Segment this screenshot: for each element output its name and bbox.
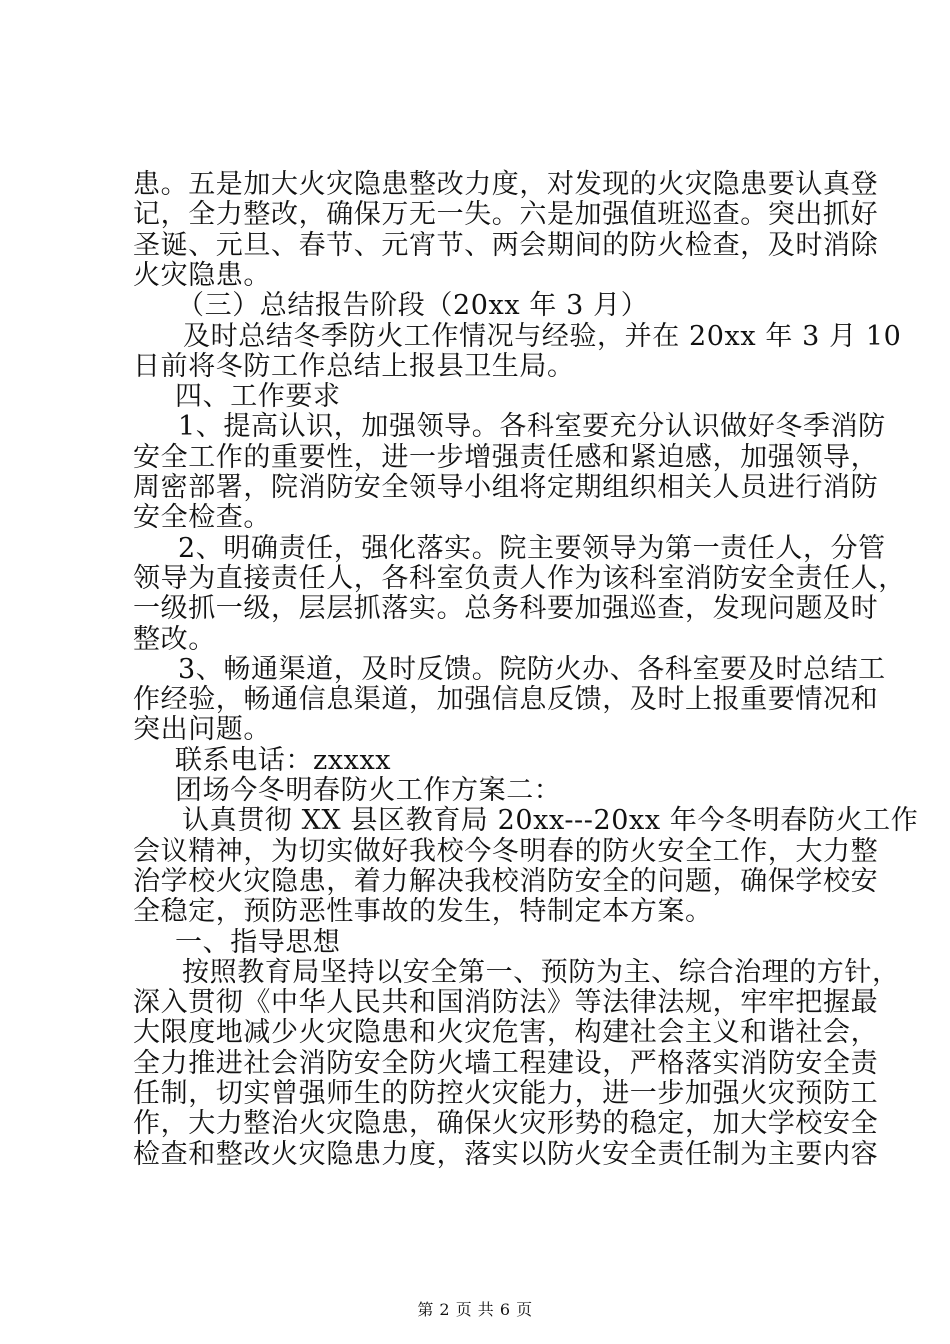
text-line: 全稳定，预防恶性事故的发生，特制定本方案。 [133,896,713,928]
text-line: 全力推进社会消防安全防火墙工程建设，严格落实消防安全责 [133,1047,879,1079]
text-line: 任制，切实曾强师生的防控火灾能力，进一步加强火灾预防工 [133,1078,879,1109]
text-line: 深入贯彻《中华人民共和国消防法》等法律法规，牢牢把握最 [133,987,879,1019]
text-line: 突出问题。 [133,714,271,746]
text-line: 团场今冬明春防火工作方案二： [175,775,562,806]
text-line: 日前将冬防工作总结上报县卫生局。 [133,350,575,382]
text-line: 患。五是加大火灾隐患整改力度，对发现的火灾隐患要认真登 [133,169,879,200]
text-line: 检查和整改火灾隐患力度，落实以防火安全责任制为主要内容 [133,1138,879,1170]
text-line: 3、畅通渠道，及时反馈。院防火办、各科室要及时总结工 [178,653,886,685]
text-line: 安全检查。 [133,502,271,534]
text-line: 圣诞、元旦、春节、元宵节、两会期间的防火检查，及时消除 [133,229,879,261]
text-line: 1、提高认识，加强领导。各科室要充分认识做好冬季消防 [178,411,886,443]
page-footer: 第 2 页 共 6 页 [417,1300,533,1319]
text-line: 安全工作的重要性，进一步增强责任感和紧迫感，加强领导， [133,441,879,473]
text-line: 2、明确责任，强化落实。院主要领导为第一责任人，分管 [178,532,886,564]
text-line: 按照教育局坚持以安全第一、预防为主、综合治理的方针， [182,956,900,988]
text-line: 四、工作要求 [175,381,341,413]
text-line: 大限度地减少火灾隐患和火灾危害，构建社会主义和谐社会， [133,1017,879,1049]
text-line: 领导为直接责任人，各科室负责人作为该科室消防安全责任人， [133,562,906,594]
text-line: 联系电话：zxxxx [175,744,392,776]
text-line: 认真贯彻 XX 县区教育局 20xx---20xx 年今冬明春防火工作 [182,805,919,837]
text-line: 作经验，畅通信息渠道，加强信息反馈，及时上报重要情况和 [133,684,879,716]
text-line: 作，大力整治火灾隐患，确保火灾形势的稳定，加大学校安全 [133,1108,879,1140]
text-line: 整改。 [133,623,216,655]
text-line: 及时总结冬季防火工作情况与经验，并在 20xx 年 3 月 10 [183,320,902,352]
text-line: 火灾隐患。 [133,259,271,291]
text-line: 周密部署，院消防安全领导小组将定期组织相关人员进行消防 [133,472,879,503]
text-line: 一、指导思想 [175,926,341,958]
text-line: 一级抓一级，层层抓落实。总务科要加强巡查，发现问题及时 [133,593,879,625]
text-line: 会议精神，为切实做好我校今冬明春的防火安全工作，大力整 [133,835,879,867]
text-line: 治学校火灾隐患，着力解决我校消防安全的问题，确保学校安 [133,865,879,897]
text-line: 记，全力整改，确保万无一失。六是加强值班巡查。突出抓好 [133,199,879,231]
text-line: （三）总结报告阶段（20xx 年 3 月） [177,290,649,322]
